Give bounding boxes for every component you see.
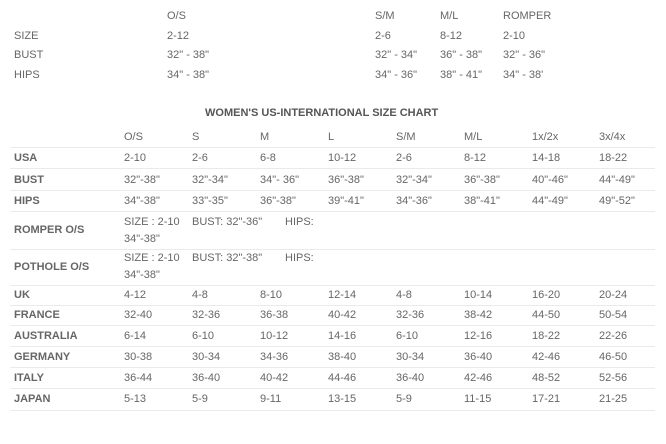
row-label-uk: UK — [14, 289, 30, 301]
intl-cell: 32"-38" — [124, 174, 160, 186]
intl-cell: 44-46 — [328, 372, 357, 384]
intl-cell: 30-38 — [124, 351, 153, 363]
pothole-bust: BUST: 32"-38" — [192, 252, 263, 264]
intl-cell: 14-16 — [328, 330, 357, 342]
row-label-romper: ROMPER O/S — [14, 224, 85, 236]
row-divider — [10, 147, 655, 148]
romper-size-extra: 34"-38" — [124, 233, 160, 245]
intl-cell: 33"-35" — [192, 195, 228, 207]
intl-cell: 4-8 — [396, 289, 412, 301]
top-cell: 8-12 — [440, 30, 463, 42]
intl-header: L — [328, 131, 335, 143]
intl-cell: 36-40 — [396, 372, 425, 384]
romper-hips: HIPS: — [285, 216, 314, 228]
intl-cell: 38-42 — [464, 309, 493, 321]
intl-cell: 32"-34" — [396, 174, 432, 186]
row-label-germany: GERMANY — [14, 351, 71, 363]
intl-cell: 40-42 — [328, 309, 357, 321]
row-divider — [10, 249, 655, 250]
pothole-size-extra: 34"-38" — [124, 269, 160, 281]
top-cell: 2-10 — [503, 30, 526, 42]
intl-cell: 36"-38" — [464, 174, 500, 186]
intl-cell: 13-15 — [328, 393, 357, 405]
row-label-bust: BUST — [14, 174, 44, 186]
intl-header: M/L — [464, 131, 483, 143]
intl-cell: 6-10 — [396, 330, 419, 342]
intl-header: M — [260, 131, 270, 143]
pothole-hips: HIPS: — [285, 252, 314, 264]
row-divider — [10, 410, 655, 411]
intl-cell: 22-26 — [599, 330, 628, 342]
row-label-japan: JAPAN — [14, 393, 51, 405]
intl-cell: 6-10 — [192, 330, 215, 342]
intl-cell: 40"-46" — [532, 174, 568, 186]
intl-cell: 6-8 — [260, 152, 276, 164]
top-row-label: SIZE — [14, 30, 39, 42]
intl-cell: 6-14 — [124, 330, 147, 342]
intl-cell: 5-9 — [192, 393, 208, 405]
intl-cell: 44-50 — [532, 309, 561, 321]
intl-cell: 2-6 — [396, 152, 412, 164]
row-label-australia: AUSTRALIA — [14, 330, 78, 342]
intl-cell: 20-24 — [599, 289, 628, 301]
intl-cell: 40-42 — [260, 372, 289, 384]
top-row-label: HIPS — [14, 69, 40, 81]
intl-cell: 38"-41" — [464, 195, 500, 207]
intl-cell: 34"- 36" — [260, 174, 299, 186]
intl-cell: 44"-49" — [599, 174, 635, 186]
chart-title: WOMEN'S US-INTERNATIONAL SIZE CHART — [205, 107, 439, 119]
romper-size: SIZE : 2-10 — [124, 216, 180, 228]
row-divider — [10, 388, 655, 389]
intl-cell: 34-36 — [260, 351, 289, 363]
top-header-os: O/S — [167, 10, 186, 22]
intl-header: O/S — [124, 131, 143, 143]
intl-cell: 36"-38" — [260, 195, 296, 207]
row-label-france: FRANCE — [14, 309, 60, 321]
intl-cell: 30-34 — [396, 351, 425, 363]
row-divider — [10, 305, 655, 306]
intl-cell: 4-8 — [192, 289, 208, 301]
intl-cell: 34"-38" — [124, 195, 160, 207]
intl-cell: 42-46 — [532, 351, 561, 363]
top-cell: 32" - 36" — [503, 49, 546, 61]
row-divider — [10, 168, 655, 169]
top-header-ml: M/L — [440, 10, 459, 22]
intl-cell: 44"-49" — [532, 195, 568, 207]
intl-cell: 36-40 — [192, 372, 221, 384]
intl-cell: 10-12 — [328, 152, 357, 164]
row-divider — [10, 211, 655, 212]
intl-cell: 17-21 — [532, 393, 561, 405]
intl-cell: 2-6 — [192, 152, 208, 164]
intl-cell: 32-36 — [192, 309, 221, 321]
intl-cell: 12-16 — [464, 330, 493, 342]
row-label-italy: ITALY — [14, 372, 44, 384]
intl-cell: 2-10 — [124, 152, 147, 164]
intl-cell: 12-14 — [328, 289, 357, 301]
intl-cell: 30-34 — [192, 351, 221, 363]
intl-cell: 14-18 — [532, 152, 561, 164]
intl-cell: 10-14 — [464, 289, 493, 301]
intl-cell: 21-25 — [599, 393, 628, 405]
intl-cell: 49"-52" — [599, 195, 635, 207]
intl-cell: 9-11 — [260, 393, 282, 405]
row-divider — [10, 346, 655, 347]
intl-header: S/M — [396, 131, 416, 143]
intl-cell: 50-54 — [599, 309, 628, 321]
intl-cell: 16-20 — [532, 289, 561, 301]
intl-cell: 36"-38" — [328, 174, 364, 186]
intl-header: 1x/2x — [532, 131, 559, 143]
intl-cell: 52-56 — [599, 372, 628, 384]
intl-cell: 42-46 — [464, 372, 493, 384]
intl-cell: 38-40 — [328, 351, 357, 363]
top-cell: 34" - 38' — [503, 69, 544, 81]
romper-bust: BUST: 32"-36" — [192, 216, 263, 228]
intl-cell: 34"-36" — [396, 195, 432, 207]
row-label-usa: USA — [14, 152, 38, 164]
intl-header: S — [192, 131, 200, 143]
intl-cell: 32"-34" — [192, 174, 228, 186]
intl-cell: 36-40 — [464, 351, 493, 363]
top-cell: 36" - 38" — [440, 49, 483, 61]
intl-cell: 39"-41" — [328, 195, 364, 207]
row-label-hips: HIPS — [14, 195, 40, 207]
intl-cell: 48-52 — [532, 372, 561, 384]
top-cell: 32" - 38" — [167, 49, 210, 61]
intl-cell: 18-22 — [532, 330, 561, 342]
intl-cell: 10-12 — [260, 330, 289, 342]
intl-cell: 5-9 — [396, 393, 412, 405]
top-cell: 34" - 38" — [167, 69, 210, 81]
intl-cell: 8-12 — [464, 152, 487, 164]
row-divider — [10, 367, 655, 368]
row-label-pothole: POTHOLE O/S — [14, 261, 90, 273]
top-header-romper: ROMPER — [503, 10, 552, 22]
top-cell: 2-6 — [375, 30, 391, 42]
intl-cell: 32-40 — [124, 309, 153, 321]
intl-cell: 32-36 — [396, 309, 425, 321]
row-divider — [10, 325, 655, 326]
top-row-label: BUST — [14, 49, 44, 61]
top-cell: 38" - 41" — [440, 69, 483, 81]
pothole-size: SIZE : 2-10 — [124, 252, 180, 264]
top-cell: 2-12 — [167, 30, 190, 42]
intl-cell: 36-44 — [124, 372, 153, 384]
intl-cell: 36-38 — [260, 309, 289, 321]
intl-cell: 4-12 — [124, 289, 147, 301]
top-header-sm: S/M — [375, 10, 395, 22]
top-cell: 32" - 34" — [375, 49, 418, 61]
intl-cell: 18-22 — [599, 152, 628, 164]
intl-cell: 46-50 — [599, 351, 628, 363]
intl-cell: 8-10 — [260, 289, 283, 301]
intl-cell: 11-15 — [464, 393, 492, 405]
intl-cell: 5-13 — [124, 393, 147, 405]
row-divider — [10, 285, 655, 286]
top-cell: 34" - 36" — [375, 69, 418, 81]
intl-header: 3x/4x — [599, 131, 626, 143]
row-divider — [10, 190, 655, 191]
